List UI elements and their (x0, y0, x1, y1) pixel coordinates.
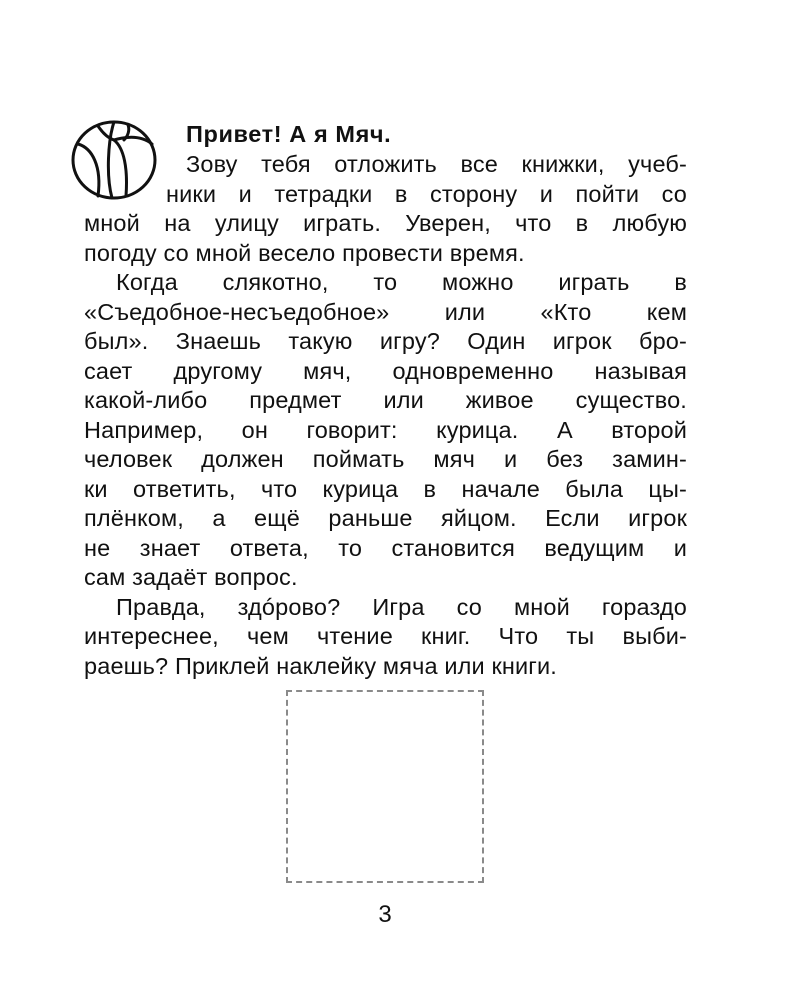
text-line: погоду со мной весело провести время. (84, 240, 525, 266)
text-line: «Съедобное-несъедобное» или «Кто кем (84, 299, 687, 325)
text-line: Зову тебя отложить все книжки, учеб- (186, 151, 687, 177)
text-line: не знает ответа, то становится ведущим и (84, 535, 687, 561)
text-line: был». Знаешь такую игру? Один игрок бро- (84, 328, 687, 354)
text-line: Правда, здóрово? Игра со мной гораздо (116, 594, 687, 620)
text-line: сам задаёт вопрос. (84, 564, 298, 590)
text-line: ники и тетрадки в сторону и пойти со (166, 181, 687, 207)
text-line: человек должен поймать мяч и без замин- (84, 446, 687, 472)
page-number: 3 (378, 901, 392, 928)
ball-icon (68, 118, 160, 202)
text-line: сает другому мяч, одновременно называя (84, 358, 687, 384)
text-line: раешь? Приклей наклейку мяча или книги. (84, 653, 557, 679)
text-line: какой-либо предмет или живое существо. (84, 387, 687, 413)
sticker-placeholder-box[interactable] (286, 690, 484, 883)
text-line: интереснее, чем чтение книг. Что ты выби- (84, 623, 687, 649)
page-title: Привет! А я Мяч. (186, 121, 392, 147)
text-line: Например, он говорит: курица. А второй (84, 417, 687, 443)
text-line: мной на улицу играть. Уверен, что в любую (84, 210, 687, 236)
text-line: ки ответить, что курица в начале была цы- (84, 476, 687, 502)
text-line: Когда слякотно, то можно играть в (116, 269, 687, 295)
text-line: плёнком, а ещё раньше яйцом. Если игрок (84, 505, 687, 531)
